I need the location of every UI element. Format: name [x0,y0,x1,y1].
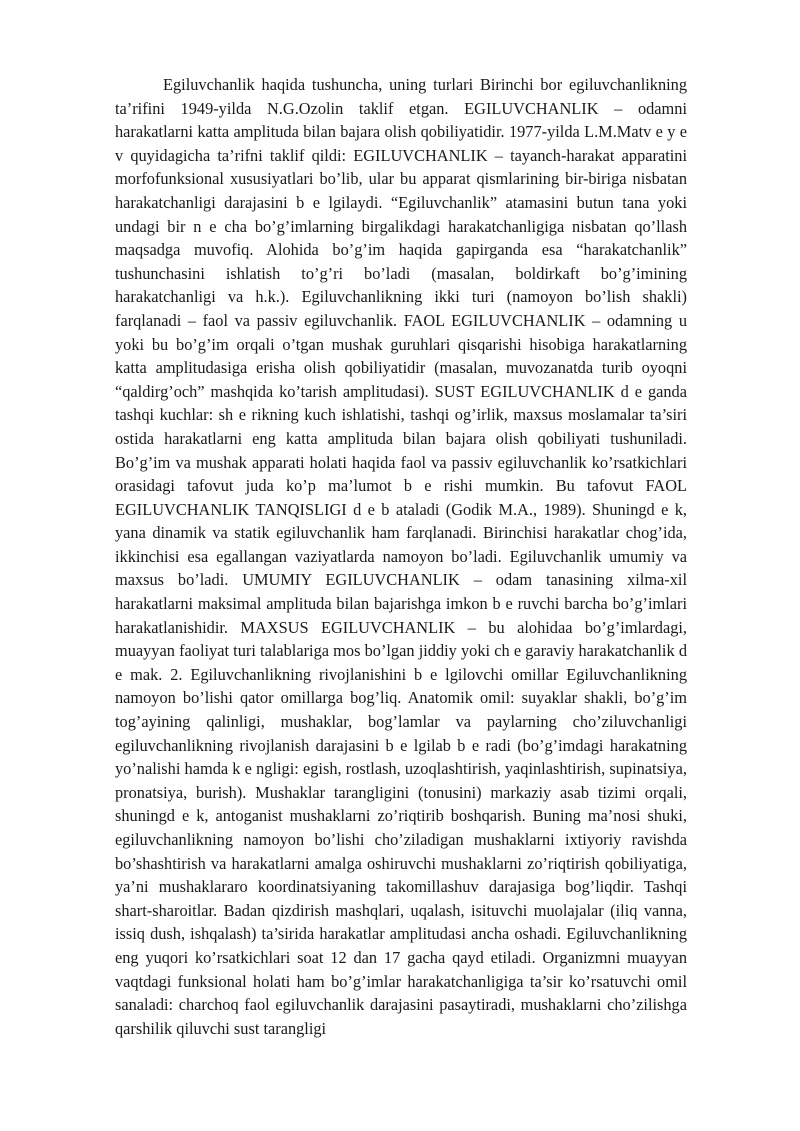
body-paragraph: Egiluvchanlik haqida tushuncha, uning turlari Birinchi bor egiluvchanlikning ta’rifini 1949-yilda N.G.Ozolin taklif etgan. EGILUVCHANLIK – odamni harakatlarni katta amplituda bilan bajara olish qobiliyatidir. 1977-yilda L.M.Matv e y e v quyidagicha ta’rifni taklif qildi: EGILUVCHANLIK – tayanch-harakat apparatini morfofunksional xususiyatlari bo’lib, ular bu apparat qismlarining bir-biriga nisbatan harakatchanligi darajasini b e lgilaydi. “Egiluvchanlik” atamasini butun tana yoki undagi bir n e cha bo’g’imlarning birgalikdagi harakatchanligiga nisbatan qo’llash maqsadga muvofiq. Alohida bo’g’im haqida gapirganda esa “harakatchanlik” tushunchasini ishlatish to’g’ri bo’ladi (masalan, boldirkaft bo’g’imining harakatchanligi va h.k.). Egiluvchanlikning ikki turi (namoyon bo’lish shakli) farqlanadi – faol va passiv egiluvchanlik. FAOL EGILUVCHANLIK – odamning u yoki bu bo’g’im orqali o’tgan mushak guruhlari qisqarishi hisobiga harakatlarning katta amplitudasiga erisha olish qobiliyatidir (masalan, muvozanatda turib oyoqni “qaldirg’och” mashqida ko’tarish amplitudasi). SUST EGILUVCHANLIK d e ganda tashqi kuchlar: sh e rikning kuch ishlatishi, tashqi og’irlik, maxsus moslamalar ta’siri ostida harakatlarni eng katta amplituda bilan bajara olish qobiliyati tushuniladi. Bo’g’im va mushak apparati holati haqida faol va passiv egiluvchanlik ko’rsatkichlari orasidagi tafovut juda ko’p ma’lumot b e rishi mumkin. Bu tafovut FAOL EGILUVCHANLIK TANQISLIGI d e b ataladi (Godik M.A., 1989). Shuningd e k, yana dinamik va statik egiluvchanlik ham farqlanadi. Birinchisi harakatlar chog’ida, ikkinchisi esa egallangan vaziyatlarda namoyon bo’ladi. Egiluvchanlik umumiy va maxsus bo’ladi. UMUMIY EGILUVCHANLIK – odam tanasining xilma-xil harakatlarni maksimal amplituda bilan bajarishga imkon b e ruvchi barcha bo’g’imlari harakatlanishidir. MAXSUS EGILUVCHANLIK – bu alohidaa bo’g’imlardagi, muayyan faoliyat turi talablariga mos bo’lgan jiddiy yoki ch e garaviy harakatchanlik d e mak. 2. Egiluvchanlikning rivojlanishini b e lgilovchi omillar Egiluvchanlikning namoyon bo’lishi qator omillarga bog’liq. Anatomik omil: suyaklar shakli, bo’g’im tog’ayining qalinligi, mushaklar, bog’lamlar va paylarning cho’ziluvchanligi egiluvchanlikning rivojlanish darajasini b e lgilab b e radi (bo’g’imdagi harakatning yo’nalishi hamda k e ngligi: egish, rostlash, uzoqlashtirish, yaqinlashtirish, supinatsiya, pronatsiya, burish). Mushaklar tarangligini (tonusini) markaziy asab tizimi orqali, shuningd e k, antoganist mushaklarni zo’riqtirib boshqarish. Buning ma’nosi shuki, egiluvchanlikning namoyon bo’lishi cho’ziladigan mushaklarni ixtiyoriy ravishda bo’shashtirish va harakatlarni amalga oshiruvchi mushaklarni zo’riqtirish qobiliyatiga, ya’ni mushaklararo koordinatsiyaning takomillashuv darajasiga bog’liqdir. Tashqi shart-sharoitlar. Badan qizdirish mashqlari, uqalash, isituvchi muolajalar (iliq vanna, issiq dush, ishqalash) ta’sirida harakatlar amplitudasi ancha oshadi. Egiluvchanlikning eng yuqori ko’rsatkichlari soat 12 dan 17 gacha qayd etiladi. Organizmni muayyan vaqtdagi funksional holati ham bo’g’imlar harakatchanligiga ta’sir ko’rsatuvchi omil sanaladi: charchoq faol egiluvchanlik darajasini pasaytiradi, mushaklarni cho’zilishga qarshilik qiluvchi sust tarangligi [115,75,687,1038]
